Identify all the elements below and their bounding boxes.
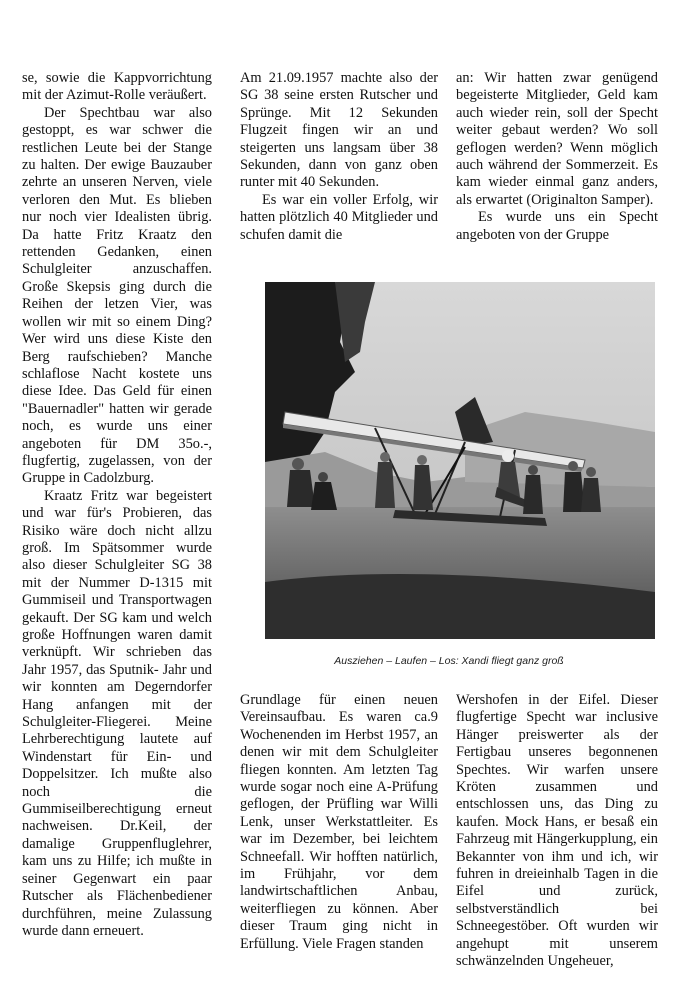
paragraph: Wershofen in der Eifel. Dieser flugfertige Specht war inclusive Hänger preiswerter als der Fertigbau unseres begonnenen Spechtes. Wir warfen unsere Kröten zusammen und entschlossen uns, das Ding zu kaufen. Mock Hans, er besaß ein Fahrzeug mit Hängerkupplung, ein Bekannter von ihm und ich, wir fuhren in dreieinhalb Tagen in die Eifel und zurück, selbstverständlich bei Schneegestöber. Oft wurden wir angehupt mit unserem schwänzelnden Ungeheuer, [456, 692, 658, 970]
paragraph: Grundlage für einen neuen Vereinsaufbau. Es waren ca.9 Wochenenden im Herbst 1957, an denen wir mit dem Schulgleiter fliegen konnten. Am letzten Tag wurde sogar noch eine A-Prüfung geflogen, der Prüfling war Willi Lenk, unser Werkstattleiter. Es war im Dezember, bei leichtem Schneefall. Wir hofften natürlich, im Frühjahr, vor dem landwirtschaftlichen Anbau, weiterfliegen zu können. Aber dieser Traum ging nicht in Erfüllung. Viele Fragen standen [240, 692, 438, 952]
glider-photo-drawing [265, 282, 655, 639]
paragraph: se, sowie die Kappvorrichtung mit der Azimut-Rolle veräußert. [22, 70, 212, 104]
text-column-3 [456, 70, 658, 244]
text-column-5 [456, 692, 658, 971]
paragraph: Der Spechtbau war also gestoppt, es war schwer die restlichen Leute bei der Stange zu halten. Der ewige Bauzauber zehrte an unseren Nerven, viele verloren den Mut. Es blieben nur noch vier Idealisten übrig. Da hatte Fritz Kraatz den rettenden Gedanken, einen Schulgleiter anzuschaffen. Große Skepsis ging durch die Reihen der letzen Vier, was wollen wir mit so einem Ding? Wer wird uns diese Kiste den Berg raufschieben? Manche schlaflose Nacht kostete uns diese Idee. Das Geld für einen "Bauernadler" hatten wir gerade noch, es wurde uns einer angeboten für DM 35o.-, flugfertig, zugelassen, von der Gruppe in Cadolzburg. [22, 104, 212, 487]
paragraph: Kraatz Fritz war begeistert und war für's Probieren, das Risiko wäre doch nicht allzu groß. Im Spätsommer wurde also dieser Schulgleiter SG 38 mit der Nummer D-1315 mit Gummiseil und Transportwagen gekauft. Der SG kam und welch große Hoffnungen waren damit verknüpft. Wir schrieben das Jahr 1957, das Sputnik- Jahr und wir konnten am Degerndorfer Hang anfangen mit der Schulgleiter-Fliegerei. Meine Lehrberechtigung lautete auf Windenstart für Ein- und Doppelsitzer. Ich mußte also noch die Gummiseilberechtigung erneut nachweisen. Dr.Keil, der damalige Gruppenfluglehrer, kam uns zu Hilfe; ich mußte in seiner Gegenwart ein paar Rutscher als Flächenbediener durchführen, meine Zulassung wurde dann erneuert. [22, 487, 212, 939]
glider-photo [265, 282, 655, 639]
text-column-1 [22, 70, 212, 940]
text-column-2 [240, 70, 438, 244]
paragraph: Es wurde uns ein Specht angeboten von der Gruppe [456, 209, 658, 243]
photo-caption: Ausziehen – Laufen – Los: Xandi fliegt ganz groß [334, 655, 564, 667]
paragraph: Es war ein voller Erfolg, wir hatten plötzlich 40 Mitglieder und schufen damit die [240, 191, 438, 243]
paragraph: an: Wir hatten zwar genügend begeisterte Mitglieder, Geld kam auch wieder rein, soll der Specht weiter gebaut werden? Wo soll geflogen werden? Wenn möglich auch während der Sommerzeit. Es kam wieder einmal ganz anders, als erwartet (Originalton Samper). [456, 70, 658, 208]
paragraph: Am 21.09.1957 machte also der SG 38 seine ersten Rutscher und Sprünge. Mit 12 Sekunden Flugzeit fingen wir an und steigerten uns langsam über 38 Sekunden, dann von ganz oben runter mit 40 Sekunden. [240, 70, 438, 191]
text-column-4 [240, 692, 438, 953]
